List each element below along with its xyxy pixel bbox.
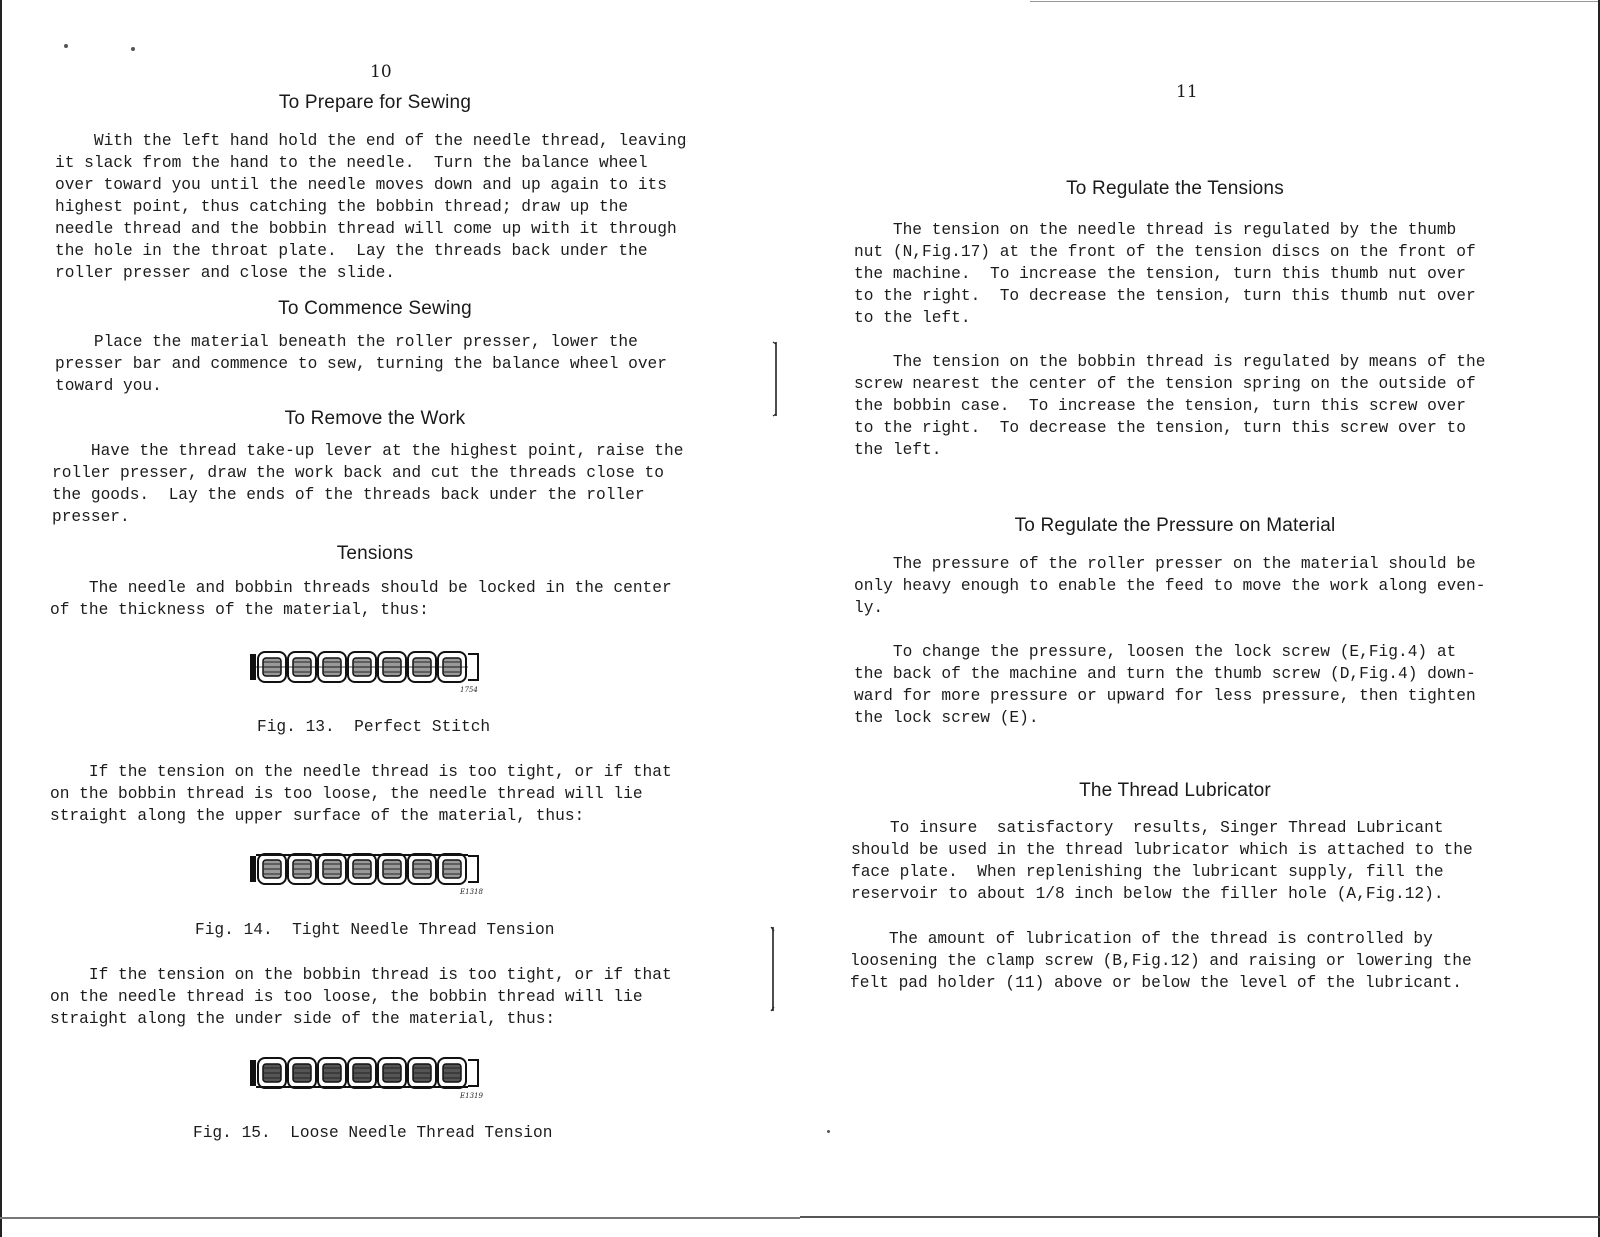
para-prepare-sewing: With the left hand hold the end of the needle thread, leaving it slack from the hand to the needle. Turn the balance wheel over toward you until the needle moves down and up again to its highest point, thus catching the bobbin thread; draw up the needle thread and the bobbin thread will come up with it through the hole in the throat plate. Lay the threads back under the roller presser and close the slide. [55, 132, 687, 282]
figure-code: 1754 [460, 686, 478, 694]
page-number-right: 11 [1176, 82, 1198, 102]
para-change-pressure: To change the pressure, loosen the lock screw (E,Fig.4) at the back of the machine and turn the thumb screw (D,Fig.4) down- ward for more pressure or upward for less pressure, then tighten the lock screw (E). [854, 643, 1476, 727]
right-page [800, 0, 1600, 1237]
heading-commence-sewing: To Commence Sewing [278, 298, 472, 319]
margin-bracket-mark [767, 925, 779, 1015]
para-commence-sewing: Place the material beneath the roller presser, lower the presser bar and commence to sew, turning the balance wheel over toward you. [55, 333, 667, 395]
stitch-loop [258, 854, 286, 884]
heading-prepare-sewing: To Prepare for Sewing [278, 92, 472, 113]
scan-speck [64, 44, 68, 48]
para-pressure: The pressure of the roller presser on the material should be only heavy enough to enable the feed to move the work along even- ly. [854, 555, 1486, 617]
top-scan-edge-right [1030, 1, 1600, 2]
bottom-scan-edge-left [0, 1217, 800, 1219]
heading-thread-lubricator: The Thread Lubricator [1079, 780, 1271, 801]
para-lubricator: To insure satisfactory results, Singer Thread Lubricant should be used in the thread lubricator which is attached to the face plate. When replenishing the lubricant supply, fill the reservoir to about 1/8 inch below the filler hole (A,Fig.12). [851, 819, 1473, 903]
stitch-loop [318, 854, 346, 884]
heading-regulate-pressure: To Regulate the Pressure on Material [1014, 515, 1336, 536]
stitch-loop [378, 1058, 406, 1088]
stitch-figure-tight [248, 850, 498, 896]
stitch-loop [288, 854, 316, 884]
stitch-figure-perfect [248, 648, 498, 694]
stitch-end-cap [250, 654, 256, 680]
para-bobbin-tension: The tension on the bobbin thread is regulated by means of the screw nearest the center of the tension spring on the outside of the bobbin case. To increase the tension, turn this screw over to the right. To decrease the tension, turn this screw over to the left. [854, 353, 1486, 459]
para-lubrication-amount: The amount of lubrication of the thread is controlled by loosening the clamp screw (B,Fig.12) and raising or lowering the felt pad holder (11) above or below the level of the lubricant. [850, 930, 1472, 992]
para-tensions: The needle and bobbin threads should be locked in the center of the thickness of the material, thus: [50, 579, 672, 619]
stitch-loop [408, 854, 436, 884]
figure-code: E1319 [460, 1092, 483, 1100]
fig14-caption: Fig. 14. Tight Needle Thread Tension [195, 921, 555, 939]
stitch-loop [408, 1058, 436, 1088]
stitch-loop [378, 854, 406, 884]
left-page-edge [0, 0, 2, 1237]
stitch-loop [258, 1058, 286, 1088]
scan-speck [827, 1130, 830, 1133]
para-remove-work: Have the thread take-up lever at the highest point, raise the roller presser, draw the work back and cut the threads close to the goods. Lay the ends of the threads back under the roller presser. [52, 442, 684, 526]
fig13-caption: Fig. 13. Perfect Stitch [257, 718, 491, 736]
stitch-end-cap [250, 856, 256, 882]
stitch-loop [348, 1058, 376, 1088]
para-tight-tension: If the tension on the needle thread is too tight, or if that on the bobbin thread is too loose, the needle thread will lie straight along the upper surface of the material, thus: [50, 763, 672, 825]
bottom-scan-edge-right [800, 1216, 1600, 1218]
margin-bracket-mark [770, 340, 782, 420]
stitch-end-loop [468, 654, 478, 680]
stitch-end-loop [468, 856, 478, 882]
page-number-left: 10 [370, 62, 392, 82]
stitch-loop [438, 854, 466, 884]
heading-regulate-tensions: To Regulate the Tensions [1066, 178, 1284, 199]
stitch-figure-loose [248, 1054, 498, 1100]
heading-remove-work: To Remove the Work [284, 408, 466, 429]
stitch-loop [438, 1058, 466, 1088]
scan-speck [131, 47, 135, 51]
stitch-end-cap [250, 1060, 256, 1086]
heading-tensions: Tensions [336, 543, 414, 564]
para-needle-tension: The tension on the needle thread is regulated by the thumb nut (N,Fig.17) at the front of the tension discs on the front of the machine. To increase the tension, turn this thumb nut over to the right. To decrease the tension, turn this thumb nut over to the left. [854, 221, 1476, 327]
para-loose-tension: If the tension on the bobbin thread is too tight, or if that on the needle thread is too loose, the bobbin thread will lie straight along the under side of the material, thus: [50, 966, 672, 1028]
stitch-end-loop [468, 1060, 478, 1086]
stitch-loop [348, 854, 376, 884]
stitch-loop [288, 1058, 316, 1088]
figure-code: E1318 [460, 888, 483, 896]
fig15-caption: Fig. 15. Loose Needle Thread Tension [193, 1124, 553, 1142]
stitch-loop [318, 1058, 346, 1088]
